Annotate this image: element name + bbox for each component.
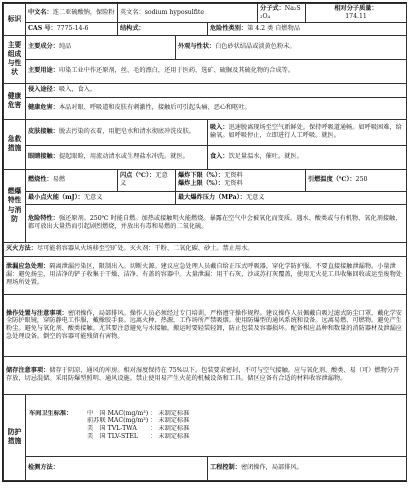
ignition-temp-label: 引燃温度（℃）： bbox=[308, 176, 356, 184]
min-ignition-cell bbox=[26, 191, 176, 204]
standard-name: MAC(mg/m³) bbox=[107, 409, 149, 417]
en-name-value: sodium hyposulfite bbox=[144, 8, 204, 16]
skin-contact-label: 皮肤接触： bbox=[28, 128, 59, 136]
danger-label: 危险特性： bbox=[28, 215, 59, 223]
ingestion-cell bbox=[208, 145, 407, 169]
detect-cell bbox=[26, 456, 208, 480]
cn-name-value: 连二亚硫酸钠，保险粉 bbox=[52, 8, 115, 16]
hazard-class-value: 第 4.2 类 自燃物品 bbox=[247, 24, 300, 32]
section-identification: 标识 bbox=[4, 4, 26, 36]
mw-value: 174.11 bbox=[345, 12, 367, 20]
msds-table bbox=[3, 3, 407, 481]
appearance-value: 白色砂状结晶或淡黄色粉末。 bbox=[215, 43, 296, 51]
leak-cell bbox=[4, 256, 407, 294]
standards-table: 车间卫生标准： 中 国 MAC(mg/m³) ： 未制定标准 前苏联 MAC(mg/m³) ： 未制定标准 美 国 TVL-TWA ： 未制定标准 美 国 TLV-STEL ： 未制定标准 bbox=[29, 409, 190, 440]
cn-name-cell bbox=[26, 4, 118, 23]
main-component-value: 纯品 bbox=[58, 43, 72, 51]
danger-cell bbox=[26, 204, 407, 242]
ignition-temp-cell bbox=[306, 169, 407, 191]
route-label: 侵入途径： bbox=[28, 86, 59, 94]
route-cell bbox=[26, 83, 407, 97]
section-composition: 主要组成与性状 bbox=[4, 35, 26, 83]
structure-cell bbox=[118, 22, 208, 35]
cn-name-label: 中文名： bbox=[28, 8, 53, 16]
explosion-upper-label: 爆炸上限（%）： bbox=[178, 180, 225, 187]
ingestion-label: 食入： bbox=[210, 153, 229, 161]
section-health: 健康危害 bbox=[4, 83, 26, 119]
min-ignition-label: 最小点火能（mJ）： bbox=[28, 193, 84, 201]
engineering-label: 工程控制： bbox=[210, 464, 241, 472]
standard-name: TVL-TWA bbox=[107, 425, 137, 432]
formula-label: 分子式： bbox=[260, 5, 285, 12]
section-protection: 防护措施 bbox=[4, 394, 26, 480]
standard-org: 美 国 bbox=[87, 425, 106, 432]
storage-cell bbox=[4, 356, 407, 394]
storage-value: 储存于阴凉、通风的库房。相对湿度保持在 75%以下。包装要求密封，不可与空气接触。应与氧化剂、酸类、易（可）燃物分开存放，切忌混储。采用防爆型照明、通风设施。禁止使用易产生火花的机械设备和工具。储区应备有合适的材料收容泄漏物。 bbox=[6, 367, 400, 382]
en-name-label: 英文名： bbox=[120, 8, 145, 16]
use-value: 印染工业中作还原剂，丝、毛的漂白，还用于医药、选矿、硫脲及其硫化物的合成等。 bbox=[58, 67, 295, 75]
mw-cell bbox=[306, 4, 407, 23]
inhalation-cell bbox=[208, 119, 407, 145]
explosion-lower-label: 爆炸下限（%）： bbox=[178, 172, 225, 180]
max-pressure-value: 无意义 bbox=[245, 193, 265, 201]
standard-org: 前苏联 bbox=[87, 417, 106, 425]
inhalation-value: 迅速脱离现场至空气新鲜处。保持呼吸道通畅。如呼吸困难，给输氧。如呼吸停止，立即进行人工呼吸。就医。 bbox=[210, 124, 402, 139]
formula-value: Na₂S₂O₄ bbox=[260, 5, 301, 20]
health-hazard-label: 健康危害： bbox=[28, 104, 59, 112]
standard-name: TLV-STEL bbox=[107, 432, 139, 440]
flammability-value: 易燃 bbox=[52, 176, 66, 184]
flash-point-value: 无意义 bbox=[120, 172, 168, 187]
main-component-label: 主要成分： bbox=[28, 43, 59, 51]
eye-contact-cell bbox=[26, 145, 208, 169]
standard-name: MAC(mg/m³) bbox=[107, 417, 149, 425]
explosion-lower-value: 无资料 bbox=[224, 172, 243, 180]
standard-value: 未制定标准 bbox=[158, 409, 190, 417]
max-pressure-label: 最大爆炸压力（MPa）： bbox=[178, 193, 246, 201]
workplace-standard-label: 车间卫生标准： bbox=[29, 409, 73, 417]
cas-cell bbox=[26, 22, 118, 35]
extinguish-value: 尽可能将容器从火场移至空旷处。灭火剂：干粉、二氧化碳、砂土。禁止用水。 bbox=[36, 245, 254, 253]
health-hazard-value: 本品对眼、呼吸道和皮肤有刺激性，接触后可引起头痛、恶心和呕吐。 bbox=[58, 104, 251, 112]
standard-org: 中 国 bbox=[87, 409, 106, 417]
cas-value: 7775-14-6 bbox=[56, 24, 89, 32]
appearance-cell bbox=[176, 35, 407, 59]
ingestion-value: 饮足量温水，催吐。就医。 bbox=[228, 153, 303, 161]
structure-label: 结构式： bbox=[120, 24, 145, 32]
standard-value: 未制定标准 bbox=[158, 417, 190, 425]
en-name-cell bbox=[118, 4, 258, 23]
min-ignition-value: 无意义 bbox=[83, 193, 103, 201]
health-hazard-cell bbox=[26, 97, 407, 119]
flash-point-label: 闪点（℃）： bbox=[120, 172, 156, 180]
standard-org: 美 国 bbox=[87, 432, 106, 440]
leak-value: 隔离泄漏污染区，限制出入。切断火源。建议应急处理人员戴自给正压式呼吸器，穿化学防护服。不要直接接触泄漏物。小量泄漏：避免扬尘，用洁净的铲子收集于干燥、洁净、有盖的容器中。大量泄漏：用干石灰、沙或苏打灰覆盖，使用无火花工具收集回收或运至废物处理场所处置。 bbox=[6, 263, 402, 286]
workplace-standard-cell bbox=[26, 394, 407, 456]
main-component-cell bbox=[26, 35, 176, 59]
formula-cell bbox=[258, 4, 306, 23]
detect-label: 检测方法： bbox=[28, 464, 59, 472]
handling-label: 操作处置与注意事项： bbox=[6, 309, 68, 317]
section-fire: 燃爆特性与消防 bbox=[4, 169, 26, 242]
storage-label: 储存注意事项： bbox=[6, 367, 50, 375]
explosion-upper-value: 无资料 bbox=[224, 180, 243, 187]
extinguish-label: 灭火方法： bbox=[6, 245, 37, 253]
use-cell bbox=[26, 59, 407, 83]
explosion-limits-cell bbox=[176, 169, 306, 191]
leak-label: 泄漏应急处理： bbox=[6, 263, 50, 271]
eye-contact-label: 眼睛接触： bbox=[28, 153, 59, 161]
flammability-label: 燃烧性： bbox=[28, 176, 53, 184]
ignition-temp-value: 250 bbox=[355, 176, 368, 184]
skin-contact-cell bbox=[26, 119, 208, 145]
section-first-aid: 急救措施 bbox=[4, 119, 26, 169]
skin-contact-value: 脱去污染的衣着，用肥皂水和清水彻底冲洗皮肤。 bbox=[58, 128, 196, 136]
cas-label: CAS 号： bbox=[28, 24, 57, 32]
flammability-cell bbox=[26, 169, 118, 191]
hazard-class-cell bbox=[208, 22, 407, 35]
engineering-value: 密闭操作，局部排风。 bbox=[240, 464, 303, 472]
engineering-cell bbox=[208, 456, 407, 480]
msds-sheet bbox=[2, 2, 407, 482]
inhalation-label: 吸入： bbox=[210, 124, 229, 132]
appearance-label: 外观与性状： bbox=[178, 43, 216, 51]
standard-value: 未制定标准 bbox=[158, 425, 190, 432]
mw-label: 相对分子质量： bbox=[334, 5, 378, 12]
use-label: 主要用途： bbox=[28, 67, 59, 75]
hazard-class-label: 危险性类别： bbox=[210, 24, 248, 32]
max-pressure-cell bbox=[176, 191, 407, 204]
eye-contact-value: 提起眼睑，用流动清水或生理盐水冲洗。就医。 bbox=[58, 153, 189, 161]
standard-value: 未制定标准 bbox=[158, 432, 190, 440]
handling-value: 密闭操作，局部排风。操作人员必须经过专门培训，严格遵守操作规程。建议操作人员佩戴自吸过滤式防尘口罩，戴化学安全防护眼镜，穿防静电工作服，戴橡胶手套。远离火种、热源，工作场所严禁吸烟。使用防爆型的通风系统和设备。远离易燃、可燃物。避免产生粉尘。避免与氧化剂、酸类接触。尤其要注意避免与水接触。搬运时要轻装轻卸，防止包装及容器损坏。配备相应品种和数量的消防器材及泄漏应急处理设备。倒空的容器可能残留有害物。 bbox=[6, 309, 402, 340]
extinguish-cell bbox=[4, 242, 407, 256]
flash-point-cell bbox=[118, 169, 176, 191]
route-value: 吸入，食入。 bbox=[58, 86, 97, 94]
danger-value: 强还原剂。250℃ 时能自燃。加热或接触明火能燃烧。暴露在空气中会被氧化而变质。遇水、酸类或与有机物、氧化剂接触，都可放出大量热而引起剧烈燃烧，并放出有毒和易燃的二氧化硫。 bbox=[28, 215, 402, 230]
handling-cell bbox=[4, 294, 407, 356]
